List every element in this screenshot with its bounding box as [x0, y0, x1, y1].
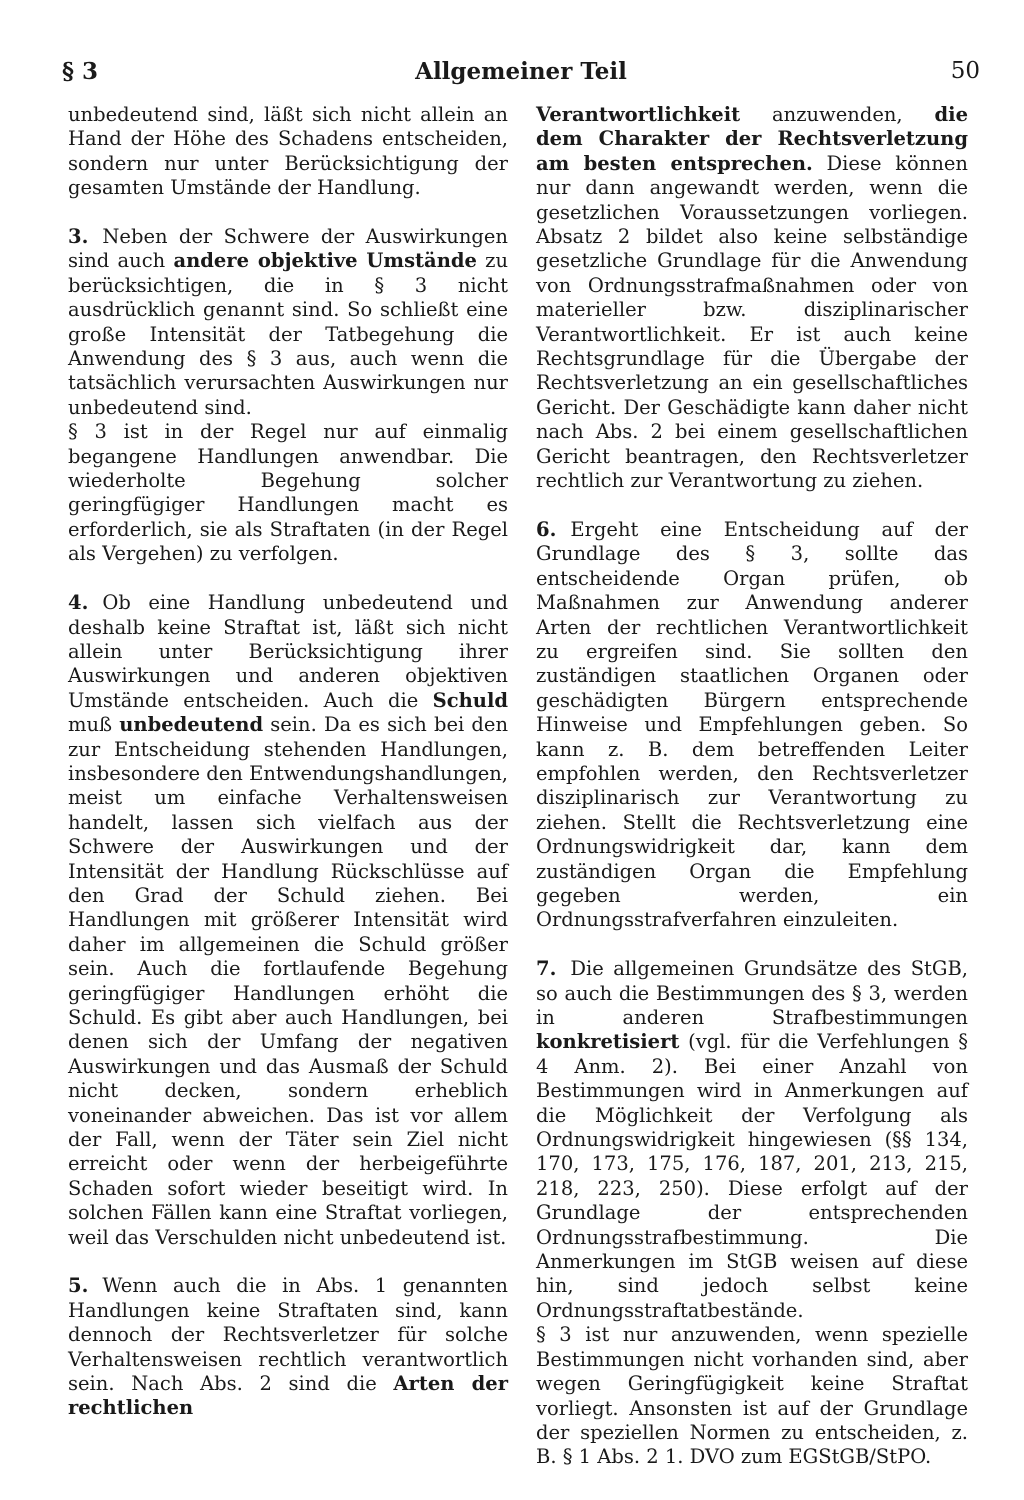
paragraph-text: Ob eine Handlung unbedeutend und deshalb keine Straftat ist, läßt sich nicht allein unter Berücksichtigung ihrer Auswirkungen und anderen objektiven Umstände entscheiden. Auch die	[68, 591, 508, 712]
page-header	[62, 50, 980, 94]
paragraph-3	[68, 225, 508, 420]
paragraph-text: Neben der Schwere der Auswirkungen sind auch	[68, 225, 508, 273]
left-column	[68, 103, 508, 1421]
section-marker: § 3	[62, 58, 99, 85]
bold-term: Verantwortlichkeit	[536, 103, 741, 126]
paragraph-text: anzuwenden,	[740, 103, 935, 126]
paragraph-7-continued: § 3 ist nur anzuwenden, wenn spezielle Bestimmungen nicht vorhanden sind, aber wegen Geringfügigkeit keine Straftat vorliegt. Ansonsten ist auf der Grundlage der speziellen Normen zu entscheiden, z. B. § 1 Abs. 2 1. DVO zum EGStGB/StPO.	[536, 1323, 968, 1469]
page-title: Allgemeiner Teil	[415, 58, 627, 85]
paragraph-4	[68, 591, 508, 1250]
paragraph-text: (vgl. für die Verfehlungen § 4 Anm. 2). Bei einer Anzahl von Bestimmungen wird in Anmerkungen auf die Möglichkeit der Verfolgung als Ordnungswidrigkeit hingewiesen (§§ 134, 170, 173, 175, 176, 187, 201, 213, 215, 218, 223, 250). Diese erfolgt auf der Grundlage der entsprechenden Ordnungsstrafbestimmung. Die Anmerkungen im StGB weisen auf diese hin, sind jedoch selbst keine Ordnungsstraftatbestände.	[536, 1030, 968, 1322]
bold-term: konkretisiert	[536, 1030, 680, 1054]
paragraph-continuation: unbedeutend sind, läßt sich nicht allein an Hand der Höhe des Schadens entscheiden, sondern nur unter Berücksichtigung der gesamten Umstände der Handlung.	[68, 103, 508, 200]
paragraph-7	[536, 957, 968, 1323]
bold-term: unbedeutend	[119, 713, 264, 737]
paragraph-text: zu berücksichtigen, die in § 3 nicht ausdrücklich genannt sind. So schließt eine große Intensität der Tatbegehung die Anwendung des § 3 aus, auch wenn die tatsächlich verursachten Auswirkungen nur unbedeutend sind.	[68, 249, 509, 419]
paragraph-3-continued: § 3 ist in der Regel nur auf einmalig begangene Handlungen anwendbar. Die wiederholte Begehung solcher geringfügiger Handlungen macht es erforderlich, sie als Straftaten (in der Regel als Vergehen) zu verfolgen.	[68, 420, 508, 566]
bold-term: die dem Charakter der Rechtsverletzung am besten entsprechen.	[536, 103, 968, 175]
paragraph-text: muß	[68, 713, 120, 737]
paragraph-5	[68, 1274, 508, 1420]
bold-term: Schuld	[432, 688, 508, 712]
paragraph-5-continued	[536, 103, 968, 494]
paragraph-number: 6.	[536, 517, 557, 541]
paragraph-text: Wenn auch die in Abs. 1 genannten Handlungen keine Straftaten sind, kann dennoch der Rechtsverletzer für solche Verhaltensweisen rechtlich verantwortlich sein. Nach Abs. 2 sind die	[68, 1274, 508, 1396]
paragraph-text: sein. Da es sich bei den zur Entscheidung stehenden Handlungen, insbesondere den Entwendungshandlungen, meist um einfache Verhaltensweisen handelt, lassen sich vielfach aus der Schwere der Auswirkungen und der Intensität der Handlung Rückschlüsse auf den Grad der Schuld ziehen. Bei Handlungen mit größerer Intensität wird daher im allgemeinen die Schuld größer sein. Auch die fortlaufende Begehung geringfügiger Handlungen erhöht die Schuld. Es gibt aber auch Handlungen, bei denen sich der Umfang der negativen Auswirkungen und das Ausmaß der Schuld nicht decken, sondern erheblich voneinander abweichen. Das ist vor allem der Fall, wenn der Täter sein Ziel nicht erreicht oder wenn der herbeigeführte Schaden sofort wieder beseitigt wird. In solchen Fällen kann eine Straftat vorliegen, weil das Verschulden nicht unbedeutend ist.	[68, 713, 508, 1249]
paragraph-number: 7.	[536, 957, 557, 981]
paragraph-number: 3.	[68, 225, 89, 249]
paragraph-text: Die allgemeinen Grundsätze des StGB, so auch die Bestimmungen des § 3, werden in anderen Strafbestimmungen	[536, 957, 968, 1029]
bold-term: Arten der rechtlichen	[68, 1372, 508, 1420]
right-column	[536, 103, 968, 1470]
paragraph-text: Ergeht eine Entscheidung auf der Grundlage des § 3, sollte das entscheidende Organ prüfen, ob Maßnahmen zur Anwendung anderer Arten der rechtlichen Verantwortlichkeit zu ergreifen sind. Sie sollten den zuständigen staatlichen Organen oder geschädigten Bürgern entsprechende Hinweise und Empfehlungen geben. So kann z. B. dem betreffenden Leiter empfohlen werden, den Rechtsverletzer disziplinarisch zur Verantwortung zu ziehen. Stellt die Rechtsverletzung eine Ordnungswidrigkeit dar, kann dem zuständigen Organ die Empfehlung gegeben werden, ein Ordnungsstrafverfahren einzuleiten.	[536, 517, 968, 932]
paragraph-text: Diese können nur dann angewandt werden, wenn die gesetzlichen Voraussetzungen vorliegen. Absatz 2 bildet also keine selbständige gesetzliche Grundlage für die Anwendung von Ordnungsstrafmaßnahmen oder von materieller bzw. disziplinarischer Verantwortlichkeit. Er ist auch keine Rechtsgrundlage für die Übergabe der Rechtsverletzung an ein gesellschaftliches Gericht. Der Geschädigte kann daher nicht nach Abs. 2 bei einem gesellschaftlichen Gericht beantragen, den Rechtsverletzer rechtlich zur Verantwortung zu ziehen.	[536, 151, 968, 493]
page-number: 50	[950, 58, 980, 84]
bold-term: andere objektive Umstände	[173, 249, 477, 273]
paragraph-6	[536, 518, 968, 933]
paragraph-number: 4.	[68, 591, 89, 615]
paragraph-number: 5.	[68, 1274, 89, 1298]
